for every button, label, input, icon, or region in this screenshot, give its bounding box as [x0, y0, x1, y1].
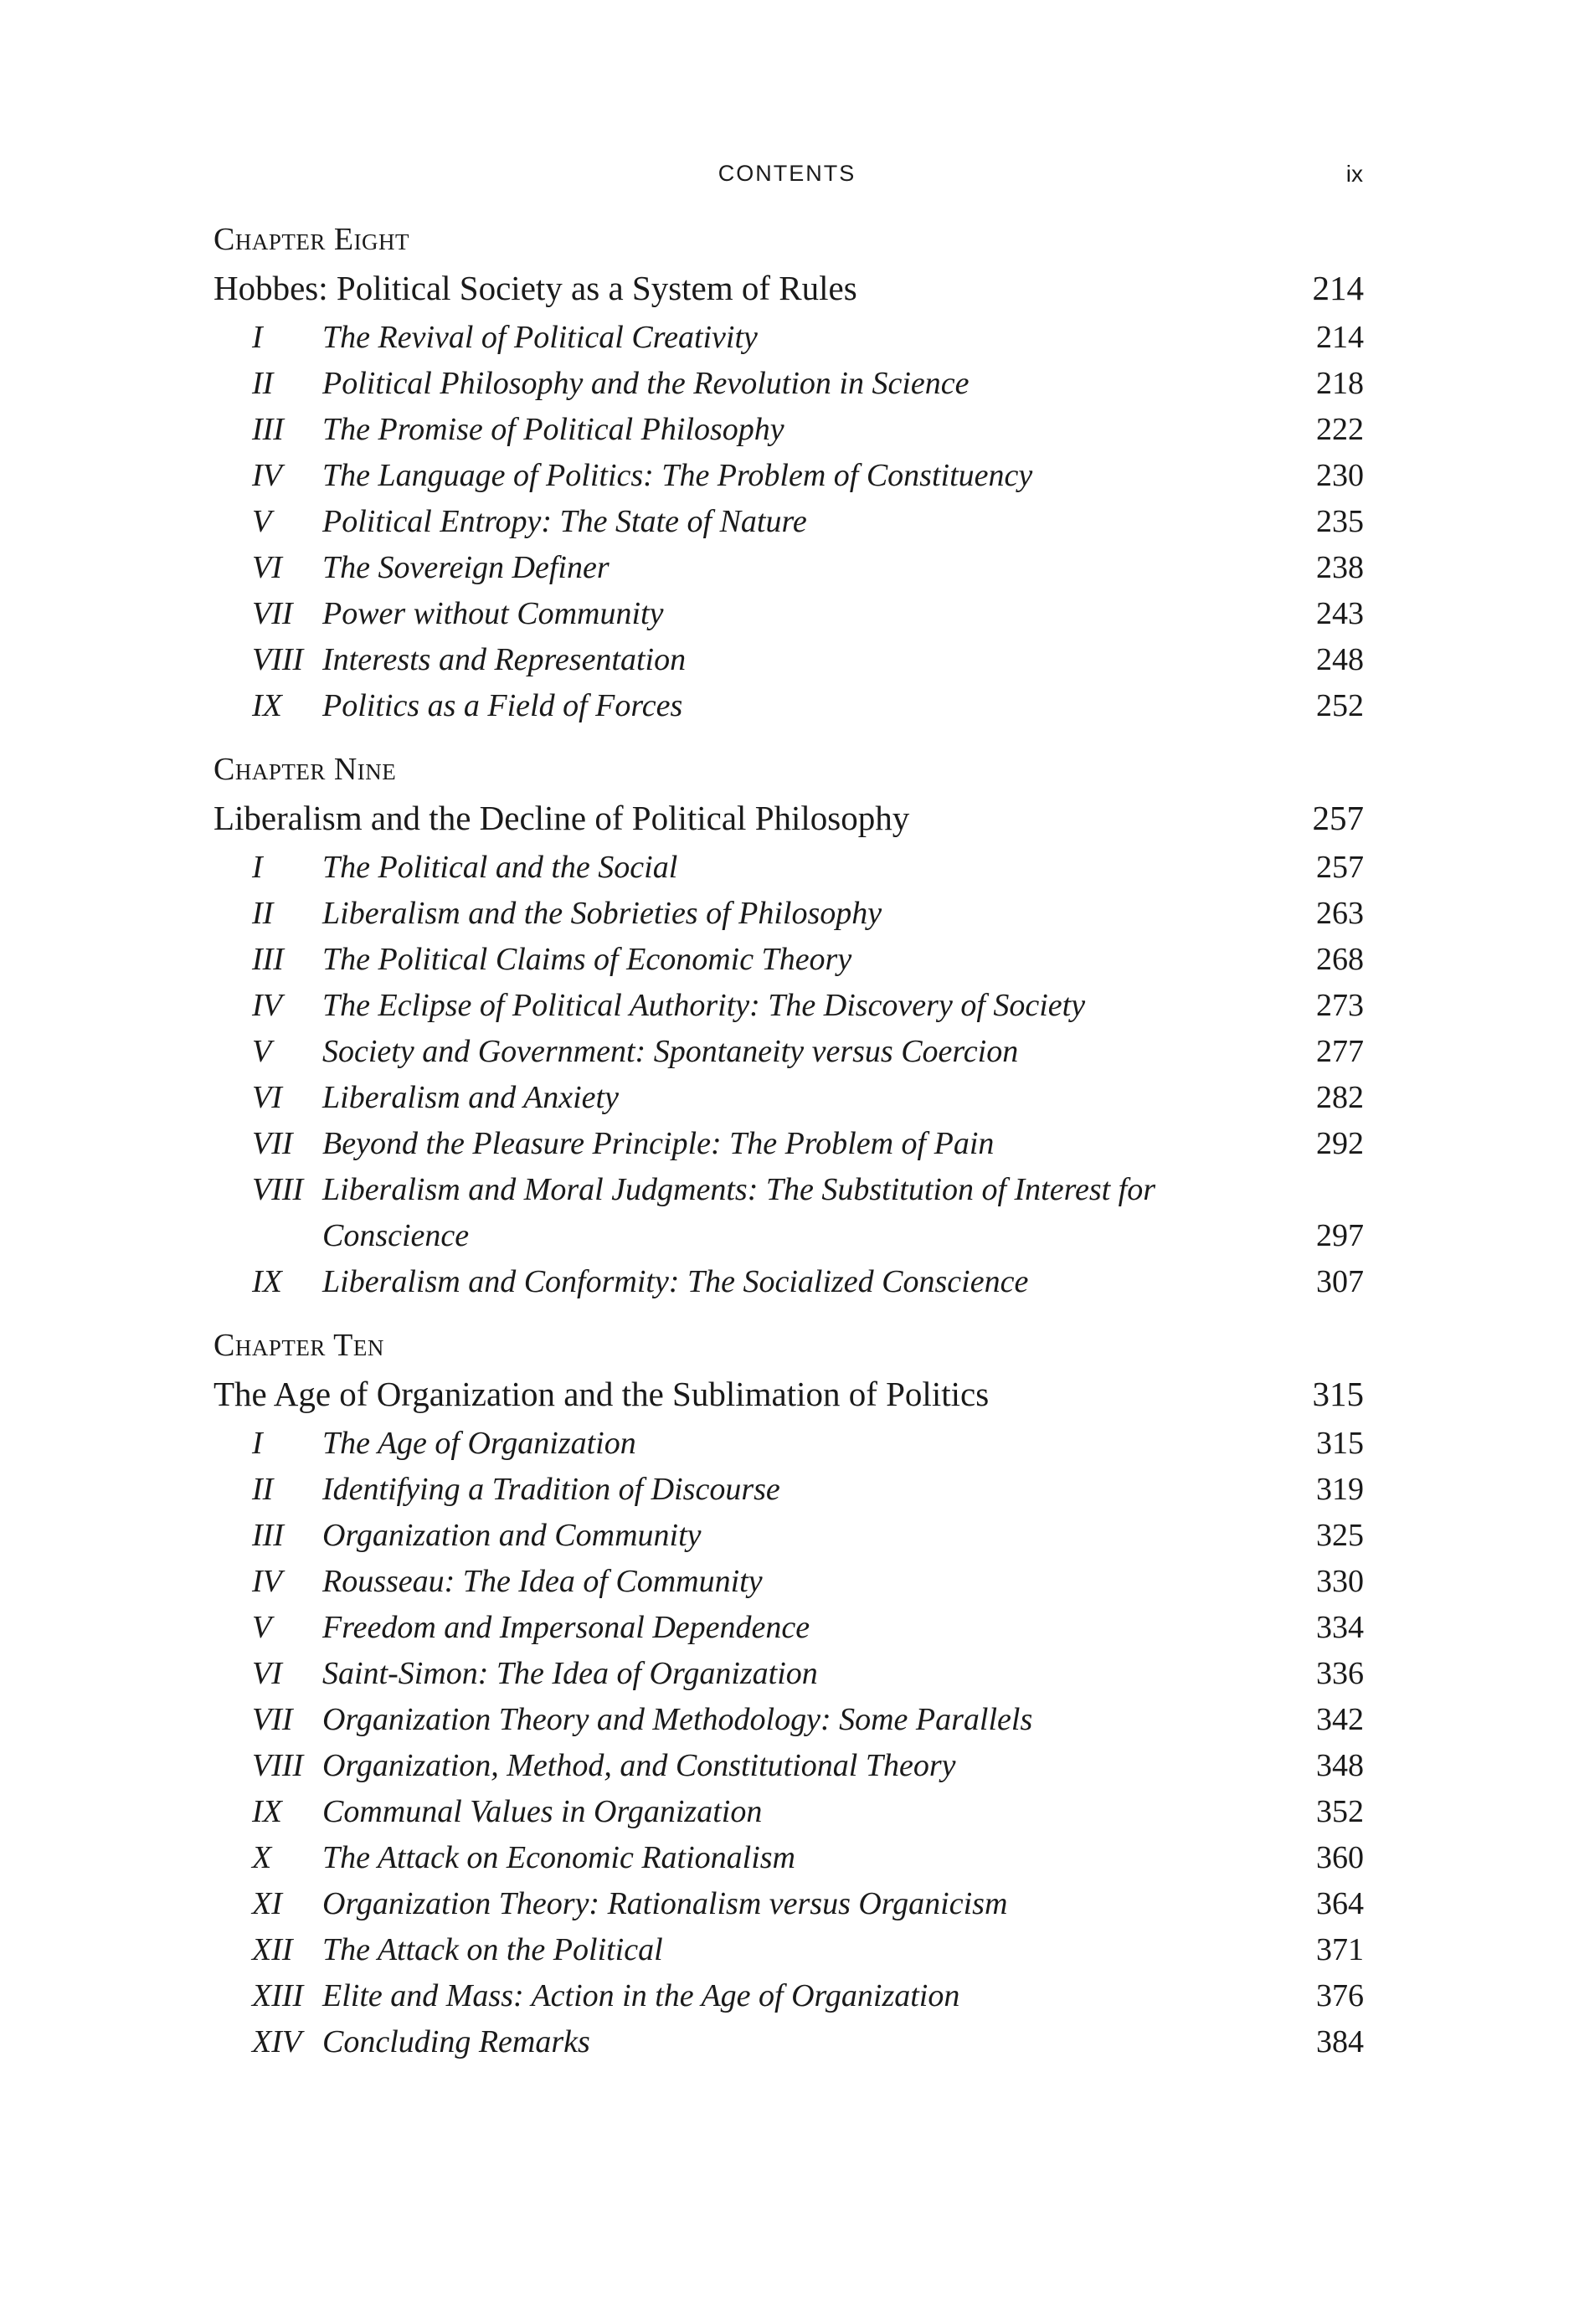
section-title: The Attack on the Political — [322, 1932, 663, 1967]
section-page-number: 268 — [1316, 942, 1364, 977]
toc-entry[interactable] — [213, 1927, 1364, 1973]
toc-entry[interactable] — [213, 1651, 1364, 1697]
section-number: I — [252, 1426, 263, 1461]
section-page-number: 330 — [1316, 1564, 1364, 1599]
section-number: V — [252, 1610, 272, 1645]
section-title: Beyond the Pleasure Principle: The Problem of Pain — [322, 1126, 995, 1161]
chapter-page-number: 315 — [1312, 1375, 1364, 1413]
toc-entry[interactable] — [213, 1513, 1364, 1559]
chapter-heading-row[interactable] — [213, 261, 1364, 315]
section-number: II — [252, 896, 274, 931]
section-page-number: 307 — [1316, 1264, 1364, 1299]
section-title: Freedom and Impersonal Dependence — [322, 1610, 810, 1645]
section-title: Concluding Remarks — [322, 2024, 590, 2059]
toc-entry[interactable] — [213, 1697, 1364, 1743]
toc-entry[interactable] — [213, 545, 1364, 591]
running-title: CONTENTS — [718, 161, 856, 186]
section-number: VII — [252, 596, 293, 631]
section-number: I — [252, 320, 263, 355]
section-page-number: 384 — [1316, 2024, 1364, 2059]
section-title: Organization Theory and Methodology: Some Parallels — [322, 1702, 1033, 1737]
toc-entry[interactable] — [213, 983, 1364, 1029]
section-title: Liberalism and Moral Judgments: The Substitution of Interest for Conscience — [322, 1172, 1156, 1253]
section-number: VIII — [252, 1748, 304, 1783]
section-title: Society and Government: Spontaneity versus Coercion — [322, 1034, 1019, 1069]
section-number: II — [252, 366, 274, 401]
toc-entry[interactable] — [213, 845, 1364, 891]
chapter-block — [213, 218, 1364, 729]
section-title: Organization Theory: Rationalism versus Organicism — [322, 1886, 1008, 1921]
section-title: Saint-Simon: The Idea of Organization — [322, 1656, 818, 1691]
toc-entry[interactable] — [213, 1881, 1364, 1927]
section-page-number: 315 — [1316, 1426, 1364, 1461]
section-page-number: 243 — [1316, 596, 1364, 631]
section-title: Political Philosophy and the Revolution in Science — [322, 366, 970, 401]
section-page-number: 364 — [1316, 1886, 1364, 1921]
chapter-page-number: 214 — [1312, 269, 1364, 307]
toc-entry[interactable] — [213, 1789, 1364, 1835]
section-number: XI — [252, 1886, 282, 1921]
section-number: X — [252, 1840, 272, 1875]
section-page-number: 218 — [1316, 366, 1364, 401]
toc-entry[interactable] — [213, 1029, 1364, 1075]
section-title: Communal Values in Organization — [322, 1794, 763, 1829]
section-number: IX — [252, 1264, 282, 1299]
section-page-number: 252 — [1316, 688, 1364, 723]
chapter-label: Chapter Ten — [213, 1328, 384, 1363]
section-number: III — [252, 412, 284, 447]
section-title: Liberalism and Conformity: The Socialized Conscience — [322, 1264, 1029, 1299]
section-number: V — [252, 504, 272, 539]
section-number: IV — [252, 1564, 282, 1599]
section-page-number: 230 — [1316, 458, 1364, 493]
section-page-number: 352 — [1316, 1794, 1364, 1829]
toc-entry[interactable] — [213, 1835, 1364, 1881]
section-number: V — [252, 1034, 272, 1069]
section-title: Organization, Method, and Constitutional Theory — [322, 1748, 956, 1783]
section-number: III — [252, 1518, 284, 1553]
section-page-number: 222 — [1316, 412, 1364, 447]
section-title: The Revival of Political Creativity — [322, 320, 758, 355]
chapter-title: Liberalism and the Decline of Political Philosophy — [213, 799, 910, 837]
section-number: III — [252, 942, 284, 977]
section-page-number: 248 — [1316, 642, 1364, 677]
section-number: XIV — [252, 2024, 302, 2059]
chapter-label: Chapter Eight — [213, 222, 410, 257]
section-page-number: 238 — [1316, 550, 1364, 585]
section-number: I — [252, 850, 263, 885]
toc-entry[interactable] — [213, 1605, 1364, 1651]
section-title: The Promise of Political Philosophy — [322, 412, 784, 447]
section-page-number: 348 — [1316, 1748, 1364, 1783]
section-title: Identifying a Tradition of Discourse — [322, 1472, 780, 1507]
chapter-block — [213, 1324, 1364, 2065]
toc-entry[interactable] — [213, 315, 1364, 361]
toc-entry[interactable] — [213, 637, 1364, 683]
page-number: ix — [1345, 161, 1363, 187]
chapter-title: Hobbes: Political Society as a System of Rules — [213, 269, 857, 307]
section-page-number: 334 — [1316, 1610, 1364, 1645]
section-number: IV — [252, 988, 282, 1023]
section-page-number: 273 — [1316, 988, 1364, 1023]
section-page-number: 360 — [1316, 1840, 1364, 1875]
toc-entry[interactable] — [213, 1167, 1364, 1259]
toc-entry[interactable] — [213, 1421, 1364, 1467]
toc-entry[interactable] — [213, 453, 1364, 499]
toc-entry[interactable] — [213, 1121, 1364, 1167]
section-title: Liberalism and Anxiety — [322, 1080, 619, 1115]
section-title: The Attack on Economic Rationalism — [322, 1840, 795, 1875]
toc-entry[interactable] — [213, 1559, 1364, 1605]
section-title: Politics as a Field of Forces — [322, 688, 683, 723]
section-title: The Political Claims of Economic Theory — [322, 942, 852, 977]
section-number: XII — [252, 1932, 293, 1967]
toc-entry[interactable] — [213, 591, 1364, 637]
section-page-number: 235 — [1316, 504, 1364, 539]
section-title: Rousseau: The Idea of Community — [322, 1564, 763, 1599]
section-page-number: 319 — [1316, 1472, 1364, 1507]
section-number: VI — [252, 1080, 282, 1115]
section-page-number: 297 — [1316, 1218, 1364, 1253]
section-page-number: 263 — [1316, 896, 1364, 931]
table-of-contents — [213, 218, 1364, 2084]
toc-entry[interactable] — [213, 891, 1364, 937]
section-page-number: 371 — [1316, 1932, 1364, 1967]
section-number: VIII — [252, 1172, 304, 1207]
section-title: The Sovereign Definer — [322, 550, 610, 585]
section-title: The Language of Politics: The Problem of Constituency — [322, 458, 1033, 493]
section-page-number: 277 — [1316, 1034, 1364, 1069]
section-number: VII — [252, 1126, 293, 1161]
section-page-number: 342 — [1316, 1702, 1364, 1737]
section-number: IX — [252, 688, 282, 723]
section-title: Interests and Representation — [322, 642, 687, 677]
section-title: The Age of Organization — [322, 1426, 636, 1461]
chapter-block — [213, 748, 1364, 1305]
chapter-title: The Age of Organization and the Sublimation of Politics — [213, 1375, 990, 1413]
section-number: IV — [252, 458, 282, 493]
section-title: Power without Community — [322, 596, 664, 631]
section-title: Political Entropy: The State of Nature — [322, 504, 807, 539]
section-number: VIII — [252, 642, 304, 677]
section-title: The Political and the Social — [322, 850, 678, 885]
section-page-number: 257 — [1316, 850, 1364, 885]
section-number: VI — [252, 1656, 282, 1691]
section-number: VI — [252, 550, 282, 585]
section-number: VII — [252, 1702, 293, 1737]
chapter-page-number: 257 — [1312, 799, 1364, 837]
section-page-number: 282 — [1316, 1080, 1364, 1115]
toc-entry[interactable] — [213, 499, 1364, 545]
toc-entry[interactable] — [213, 1259, 1364, 1305]
chapter-heading-row[interactable] — [213, 1367, 1364, 1421]
section-title: Elite and Mass: Action in the Age of Organization — [322, 1978, 960, 2013]
section-page-number: 325 — [1316, 1518, 1364, 1553]
section-number: II — [252, 1472, 274, 1507]
toc-entry[interactable] — [213, 1743, 1364, 1789]
section-title: The Eclipse of Political Authority: The Discovery of Society — [322, 988, 1086, 1023]
section-title: Organization and Community — [322, 1518, 702, 1553]
toc-entry[interactable] — [213, 683, 1364, 729]
section-number: XIII — [252, 1978, 304, 2013]
toc-entry[interactable] — [213, 937, 1364, 983]
toc-entry[interactable] — [213, 1973, 1364, 2019]
toc-entry[interactable] — [213, 2019, 1364, 2065]
toc-entry[interactable] — [213, 1467, 1364, 1513]
section-page-number: 376 — [1316, 1978, 1364, 2013]
toc-entry[interactable] — [213, 361, 1364, 407]
section-title: Liberalism and the Sobrieties of Philosophy — [322, 896, 882, 931]
section-page-number: 214 — [1316, 320, 1364, 355]
section-number: IX — [252, 1794, 282, 1829]
toc-entry[interactable] — [213, 1075, 1364, 1121]
section-page-number: 292 — [1316, 1126, 1364, 1161]
running-head — [0, 161, 1574, 194]
chapter-label: Chapter Nine — [213, 752, 397, 787]
toc-entry[interactable] — [213, 407, 1364, 453]
chapter-heading-row[interactable] — [213, 791, 1364, 845]
section-page-number: 336 — [1316, 1656, 1364, 1691]
